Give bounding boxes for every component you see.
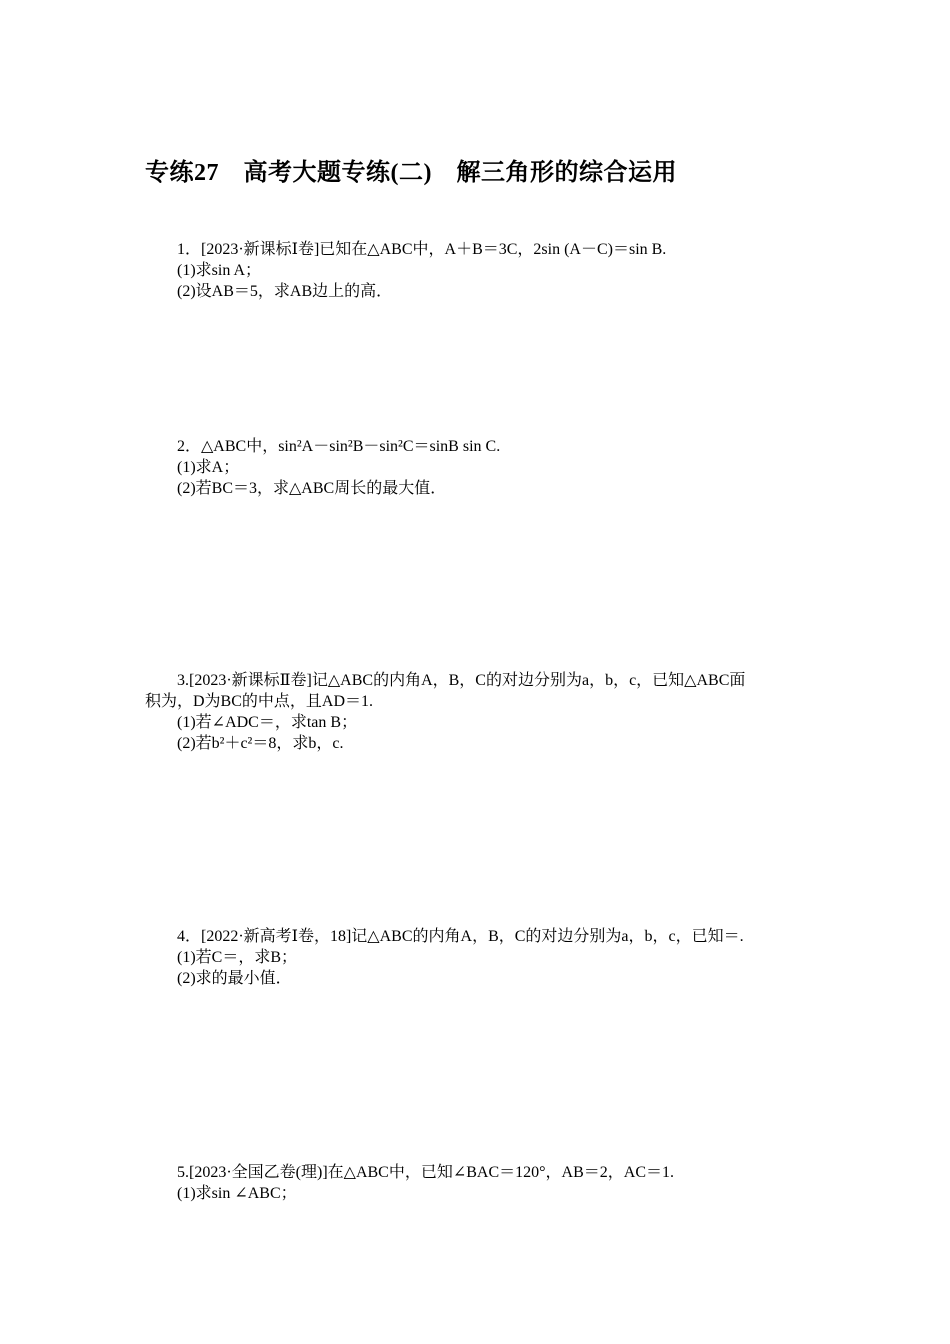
problem-1-part-2: (2)设AB＝5，求AB边上的高． bbox=[177, 283, 393, 300]
problem-4-stem: 4．[2022·新高考Ⅰ卷，18]记△ABC的内角A，B，C的对边分别为a，b，c，已知＝. bbox=[177, 928, 744, 945]
page-title: 专练27 高考大题专练(二) 解三角形的综合运用 bbox=[145, 160, 677, 186]
problem-4-part-1: (1)若C＝，求B； bbox=[177, 949, 298, 966]
problem-2 bbox=[145, 436, 815, 499]
problem-2-stem: 2．△ABC中，sin²A－sin²B－sin²C＝sinB sin C. bbox=[177, 438, 501, 455]
problem-5 bbox=[145, 1162, 815, 1204]
problem-3-stem-line-2: 积为，D为BC的中点，且AD＝1. bbox=[145, 693, 374, 710]
problem-1-stem: 1．[2023·新课标Ⅰ卷]已知在△ABC中，A＋B＝3C，2sin (A－C)＝sin B. bbox=[177, 241, 667, 258]
problem-3-part-1: (1)若∠ADC＝，求tan B； bbox=[177, 714, 358, 731]
problem-5-stem: 5.[2023·全国乙卷(理)]在△ABC中，已知∠BAC＝120°，AB＝2，AC＝1. bbox=[177, 1164, 675, 1181]
problem-2-part-2: (2)若BC＝3，求△ABC周长的最大值． bbox=[177, 480, 447, 497]
problem-4 bbox=[145, 926, 815, 989]
problem-1 bbox=[145, 239, 815, 302]
problem-1-part-1: (1)求sin A； bbox=[177, 262, 262, 279]
problem-3 bbox=[145, 670, 815, 754]
problem-3-stem-line-1: 3.[2023·新课标Ⅱ卷]记△ABC的内角A，B，C的对边分别为a，b，c，已知△ABC面 bbox=[177, 672, 746, 689]
problem-2-part-1: (1)求A； bbox=[177, 459, 240, 476]
problem-3-part-2: (2)若b²＋c²＝8，求b，c. bbox=[177, 735, 344, 752]
problem-5-part-1: (1)求sin ∠ABC； bbox=[177, 1185, 297, 1202]
problem-4-part-2: (2)求的最小值． bbox=[177, 970, 292, 987]
